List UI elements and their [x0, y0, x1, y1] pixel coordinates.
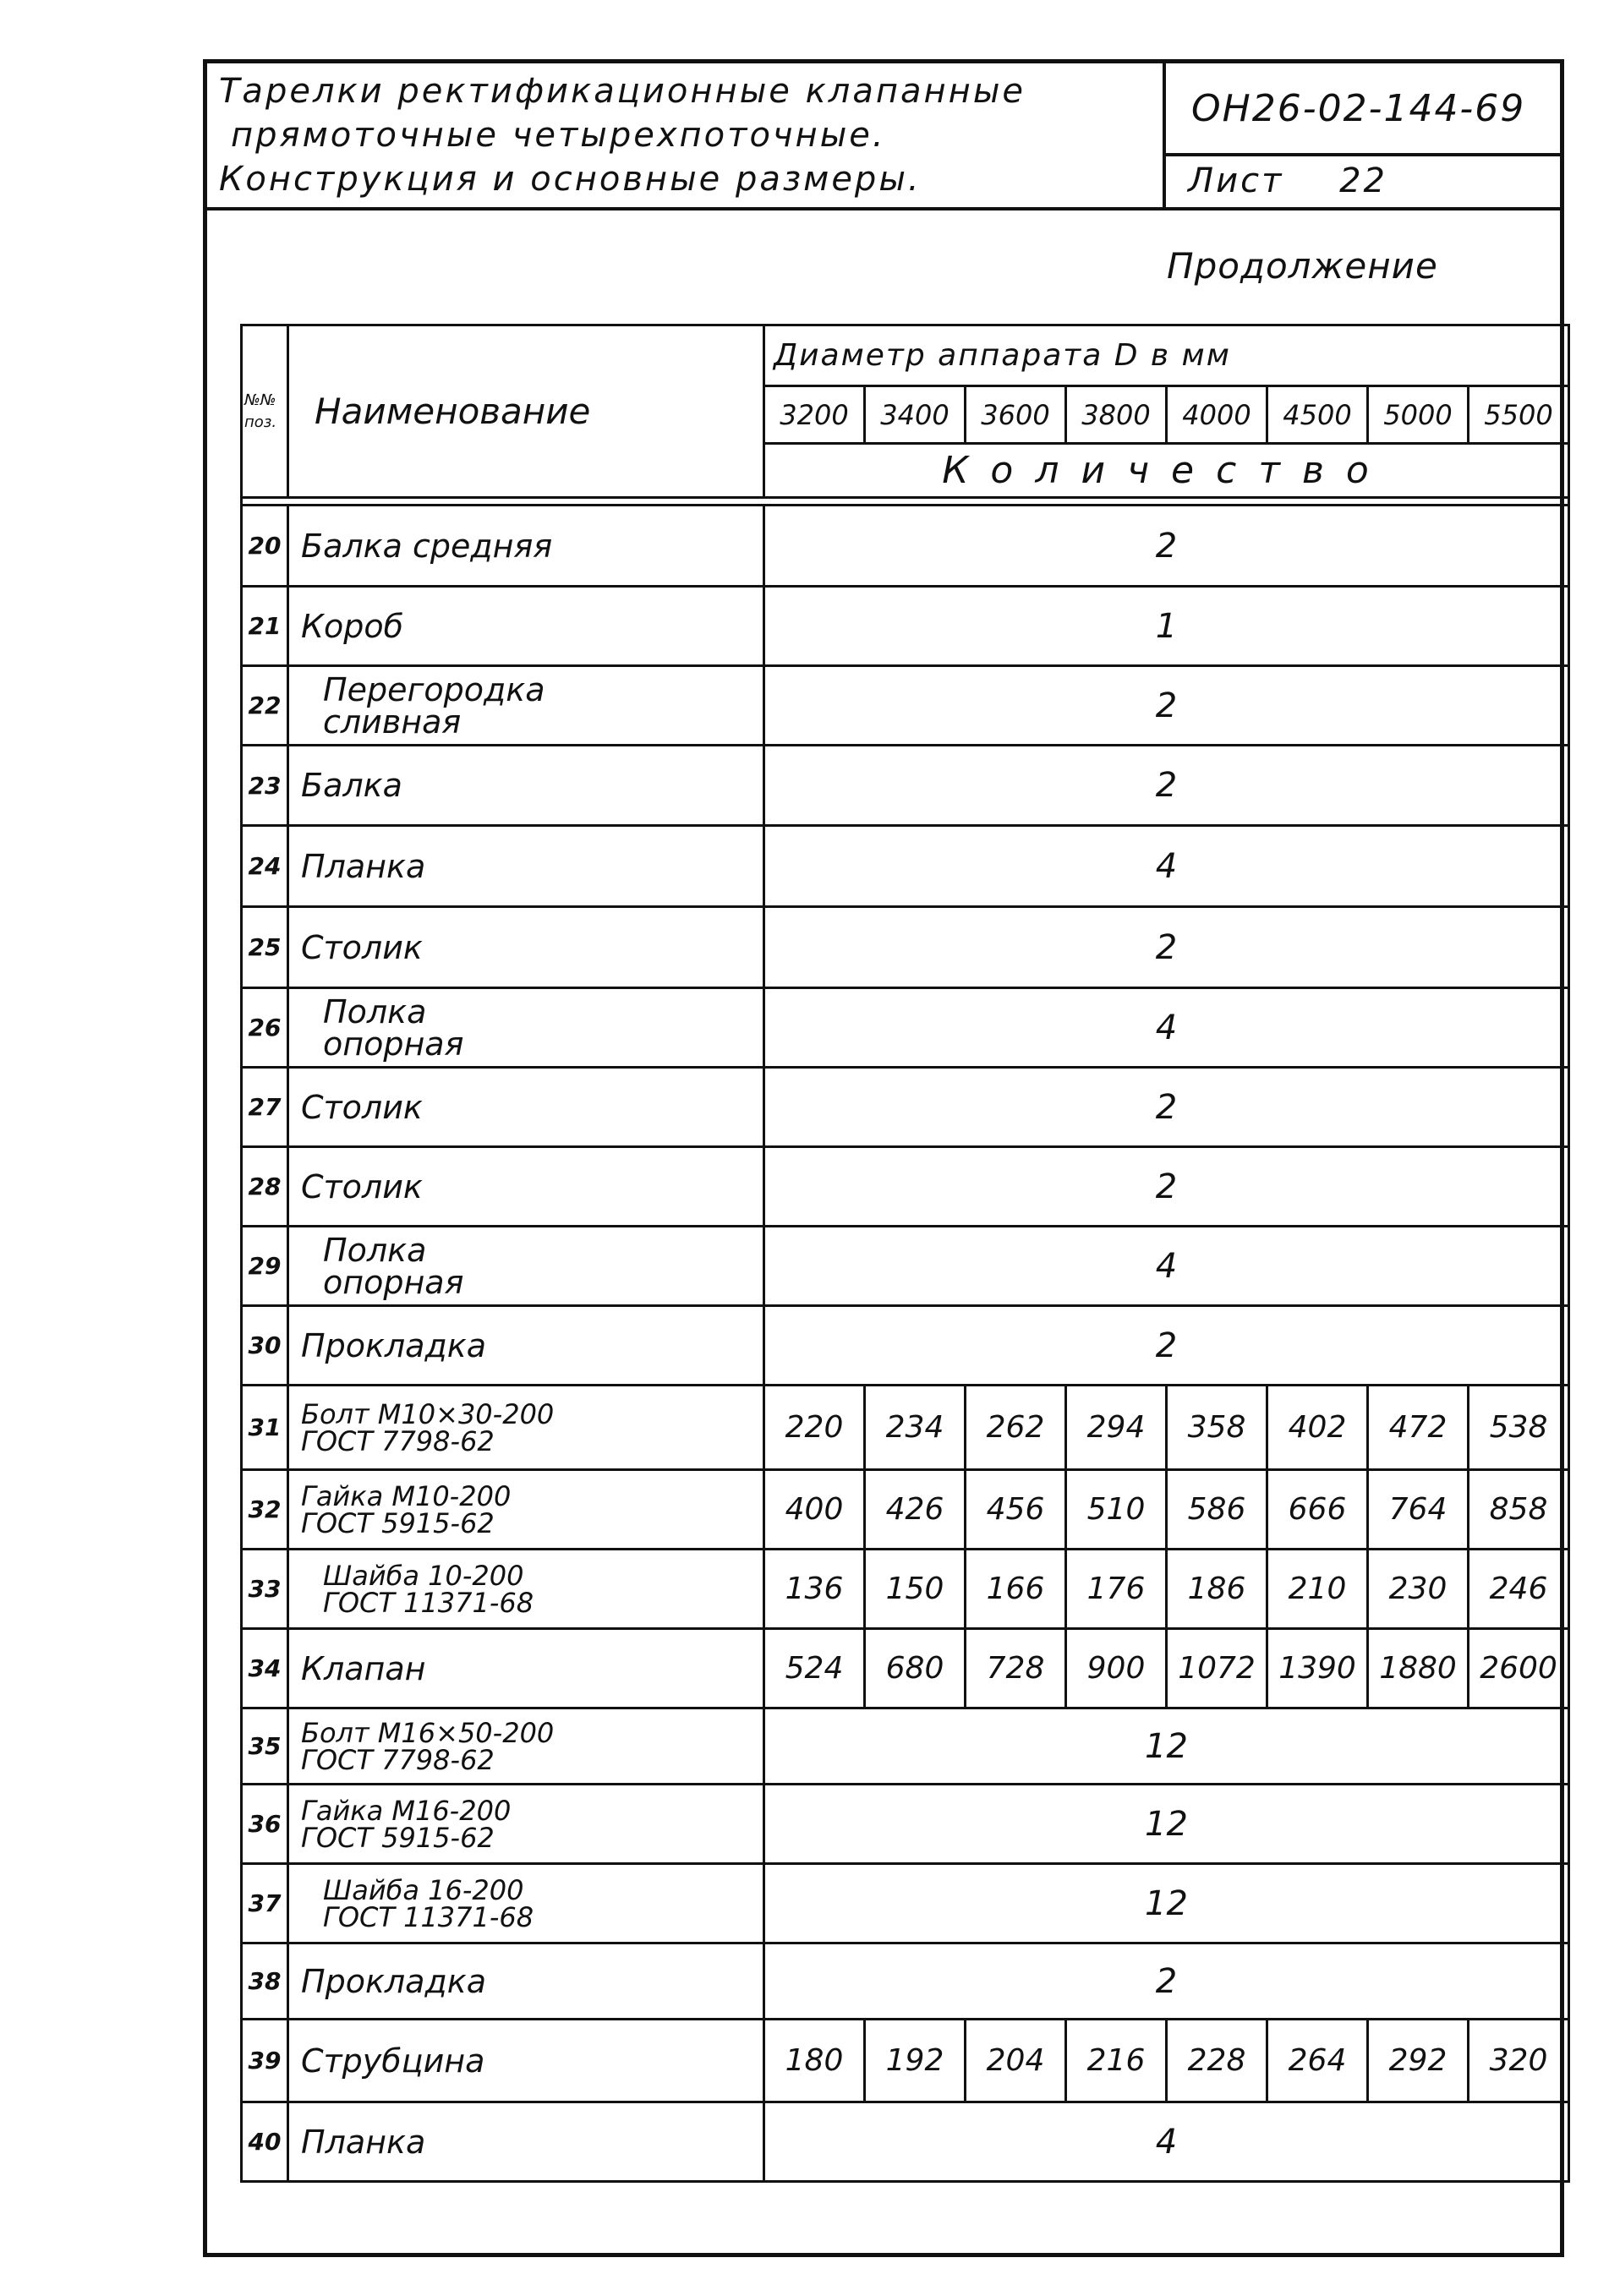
row-quantity-cell: 246 — [1469, 1550, 1569, 1629]
header-quantity: Количество — [764, 444, 1569, 498]
table-row — [242, 587, 1569, 666]
row-quantity-cell: 456 — [966, 1470, 1066, 1550]
row-quantity-cell: 400 — [764, 1470, 865, 1550]
row-name — [288, 1386, 764, 1470]
row-name-line: Столик — [301, 1088, 423, 1126]
row-quantity-cell: 262 — [966, 1386, 1066, 1470]
row-quantity-cell: 150 — [865, 1550, 966, 1629]
row-quantity-merged: 12 — [764, 1864, 1569, 1943]
header-size: 3800 — [1066, 386, 1167, 444]
row-name-line: Струбцина — [301, 2042, 485, 2080]
document-code: ОН26-02-144-69 — [1191, 87, 1526, 130]
header-size: 3600 — [966, 386, 1066, 444]
row-name — [288, 1708, 764, 1785]
row-position: 38 — [242, 1943, 288, 2020]
row-name-line: Болт М10×30-200 — [301, 1397, 555, 1430]
row-position: 39 — [242, 2020, 288, 2102]
row-quantity-merged: 2 — [764, 746, 1569, 826]
row-quantity-cell: 666 — [1267, 1470, 1368, 1550]
header-pos: №№ поз. — [242, 325, 288, 498]
row-quantity-cell: 1390 — [1267, 1629, 1368, 1708]
row-position: 32 — [242, 1470, 288, 1550]
row-quantity-merged: 2 — [764, 1068, 1569, 1147]
row-quantity-cell: 402 — [1267, 1386, 1368, 1470]
table-row — [242, 1227, 1569, 1306]
sheet-label: Лист — [1188, 161, 1284, 200]
title-line-3: Конструкция и основные размеры. — [219, 160, 922, 199]
row-position: 34 — [242, 1629, 288, 1708]
row-name — [288, 907, 764, 988]
row-quantity-cell: 358 — [1167, 1386, 1267, 1470]
row-name — [288, 666, 764, 746]
row-quantity-cell: 858 — [1469, 1470, 1569, 1550]
row-position: 36 — [242, 1785, 288, 1864]
row-name-line: Короб — [301, 607, 404, 645]
row-name-line: Столик — [301, 1167, 423, 1205]
table-row — [242, 1943, 1569, 2020]
row-quantity-cell: 292 — [1368, 2020, 1469, 2102]
table-row — [242, 1386, 1569, 1470]
row-position: 31 — [242, 1386, 288, 1470]
row-quantity-cell: 210 — [1267, 1550, 1368, 1629]
row-position: 27 — [242, 1068, 288, 1147]
row-quantity-merged: 4 — [764, 1227, 1569, 1306]
row-name-line: ГОСТ 11371-68 — [323, 1586, 534, 1619]
row-name-line: опорная — [323, 1025, 464, 1063]
table-row — [242, 826, 1569, 907]
table-row — [242, 1306, 1569, 1386]
row-position: 33 — [242, 1550, 288, 1629]
row-name-line: Шайба 10-200 — [323, 1559, 524, 1592]
row-quantity-cell: 216 — [1066, 2020, 1167, 2102]
row-name — [288, 1470, 764, 1550]
row-quantity-cell: 220 — [764, 1386, 865, 1470]
row-quantity-cell: 1072 — [1167, 1629, 1267, 1708]
title-text-cell — [207, 63, 1166, 207]
row-quantity-merged: 2 — [764, 506, 1569, 587]
row-position: 21 — [242, 587, 288, 666]
row-name — [288, 587, 764, 666]
sheet-number-line — [1188, 161, 1387, 200]
row-name-line: Столик — [301, 928, 423, 966]
row-name-line: Гайка М10-200 — [301, 1479, 512, 1512]
row-name-line: сливная — [323, 702, 462, 741]
header-size: 4500 — [1267, 386, 1368, 444]
table-row — [242, 1068, 1569, 1147]
row-name — [288, 2020, 764, 2102]
row-name-line: Гайка М16-200 — [301, 1794, 512, 1827]
header-size: 3200 — [764, 386, 865, 444]
row-position: 35 — [242, 1708, 288, 1785]
row-quantity-merged: 4 — [764, 988, 1569, 1068]
table-row — [242, 1785, 1569, 1864]
row-quantity-cell: 900 — [1066, 1629, 1167, 1708]
title-line-1: Тарелки ректификационные клапанные — [219, 72, 1026, 111]
table-row — [242, 746, 1569, 826]
row-name — [288, 1943, 764, 2020]
row-quantity-cell: 180 — [764, 2020, 865, 2102]
row-quantity-merged: 12 — [764, 1785, 1569, 1864]
row-quantity-cell: 510 — [1066, 1470, 1167, 1550]
sheet-number-cell — [1166, 156, 1560, 207]
table-row — [242, 988, 1569, 1068]
sheet-number: 22 — [1339, 161, 1387, 200]
table-row — [242, 1550, 1569, 1629]
row-quantity-cell: 728 — [966, 1629, 1066, 1708]
row-name-line: Полка — [323, 1231, 427, 1269]
row-quantity-merged: 12 — [764, 1708, 1569, 1785]
header-size: 3400 — [865, 386, 966, 444]
title-line-2: прямоточные четырехпоточные. — [231, 116, 886, 155]
row-position: 37 — [242, 1864, 288, 1943]
table-row — [242, 907, 1569, 988]
row-position: 28 — [242, 1147, 288, 1227]
row-name — [288, 506, 764, 587]
row-name — [288, 1864, 764, 1943]
table-body — [242, 506, 1569, 2182]
row-quantity-merged: 2 — [764, 666, 1569, 746]
table-row — [242, 2102, 1569, 2182]
row-position: 30 — [242, 1306, 288, 1386]
row-name-line: ГОСТ 7798-62 — [301, 1424, 495, 1457]
specification-table — [240, 324, 1570, 2183]
row-name — [288, 1629, 764, 1708]
row-quantity-cell: 186 — [1167, 1550, 1267, 1629]
row-name-line: Планка — [301, 847, 426, 885]
row-quantity-cell: 136 — [764, 1550, 865, 1629]
row-quantity-cell: 764 — [1368, 1470, 1469, 1550]
row-position: 29 — [242, 1227, 288, 1306]
row-quantity-cell: 2600 — [1469, 1629, 1569, 1708]
continuation-label: Продолжение — [1167, 245, 1438, 287]
row-name — [288, 2102, 764, 2182]
row-quantity-merged: 1 — [764, 587, 1569, 666]
row-name-line: Прокладка — [301, 1326, 486, 1364]
row-name-line: Балка — [301, 767, 402, 804]
row-quantity-merged: 2 — [764, 907, 1569, 988]
row-name-line: Прокладка — [301, 1962, 486, 2000]
table-row — [242, 1864, 1569, 1943]
table-row — [242, 1708, 1569, 1785]
row-quantity-cell: 524 — [764, 1629, 865, 1708]
row-name-line: Шайба 16-200 — [323, 1873, 524, 1906]
header-size: 5500 — [1469, 386, 1569, 444]
row-name — [288, 1550, 764, 1629]
row-name-line: опорная — [323, 1263, 464, 1301]
document-code-cell — [1166, 63, 1560, 156]
title-block — [207, 63, 1560, 210]
table-row — [242, 1147, 1569, 1227]
table-row — [242, 506, 1569, 587]
row-name-line: ГОСТ 11371-68 — [323, 1900, 534, 1933]
row-quantity-cell: 204 — [966, 2020, 1066, 2102]
row-name — [288, 988, 764, 1068]
row-quantity-cell: 472 — [1368, 1386, 1469, 1470]
row-position: 26 — [242, 988, 288, 1068]
row-quantity-cell: 680 — [865, 1629, 966, 1708]
row-quantity-cell: 234 — [865, 1386, 966, 1470]
row-name-line: ГОСТ 7798-62 — [301, 1743, 495, 1776]
row-quantity-cell: 176 — [1066, 1550, 1167, 1629]
header-name: Наименование — [288, 325, 764, 498]
row-name-line: ГОСТ 5915-62 — [301, 1506, 495, 1539]
row-quantity-cell: 192 — [865, 2020, 966, 2102]
row-name — [288, 1306, 764, 1386]
row-name — [288, 1785, 764, 1864]
row-name-line: Перегородка — [323, 670, 545, 708]
row-quantity-cell: 586 — [1167, 1470, 1267, 1550]
row-quantity-cell: 1880 — [1368, 1629, 1469, 1708]
row-quantity-merged: 2 — [764, 1306, 1569, 1386]
row-name-line: Полка — [323, 992, 427, 1030]
header-size: 4000 — [1167, 386, 1267, 444]
row-position: 22 — [242, 666, 288, 746]
row-name — [288, 746, 764, 826]
row-name-line: Клапан — [301, 1649, 426, 1687]
row-quantity-cell: 230 — [1368, 1550, 1469, 1629]
row-position: 20 — [242, 506, 288, 587]
row-quantity-cell: 294 — [1066, 1386, 1167, 1470]
row-position: 24 — [242, 826, 288, 907]
row-name-line: Болт М16×50-200 — [301, 1716, 555, 1749]
row-name — [288, 826, 764, 907]
row-name — [288, 1068, 764, 1147]
row-name — [288, 1227, 764, 1306]
row-quantity-merged: 4 — [764, 826, 1569, 907]
row-quantity-cell: 264 — [1267, 2020, 1368, 2102]
table-row — [242, 2020, 1569, 2102]
row-quantity-merged: 2 — [764, 1147, 1569, 1227]
row-quantity-cell: 166 — [966, 1550, 1066, 1629]
row-quantity-cell: 228 — [1167, 2020, 1267, 2102]
row-name-line: ГОСТ 5915-62 — [301, 1821, 495, 1854]
table-row — [242, 666, 1569, 746]
row-position: 40 — [242, 2102, 288, 2182]
table-row — [242, 1629, 1569, 1708]
row-quantity-merged: 4 — [764, 2102, 1569, 2182]
header-diameter: Диаметр аппарата D в мм — [764, 325, 1569, 386]
row-position: 23 — [242, 746, 288, 826]
row-quantity-merged: 2 — [764, 1943, 1569, 2020]
row-name — [288, 1147, 764, 1227]
table-row — [242, 1470, 1569, 1550]
row-position: 25 — [242, 907, 288, 988]
row-quantity-cell: 320 — [1469, 2020, 1569, 2102]
header-size: 5000 — [1368, 386, 1469, 444]
row-name-line: Планка — [301, 2123, 426, 2161]
header-divider — [242, 498, 1569, 506]
row-quantity-cell: 538 — [1469, 1386, 1569, 1470]
row-name-line: Балка средняя — [301, 527, 553, 565]
row-quantity-cell: 426 — [865, 1470, 966, 1550]
